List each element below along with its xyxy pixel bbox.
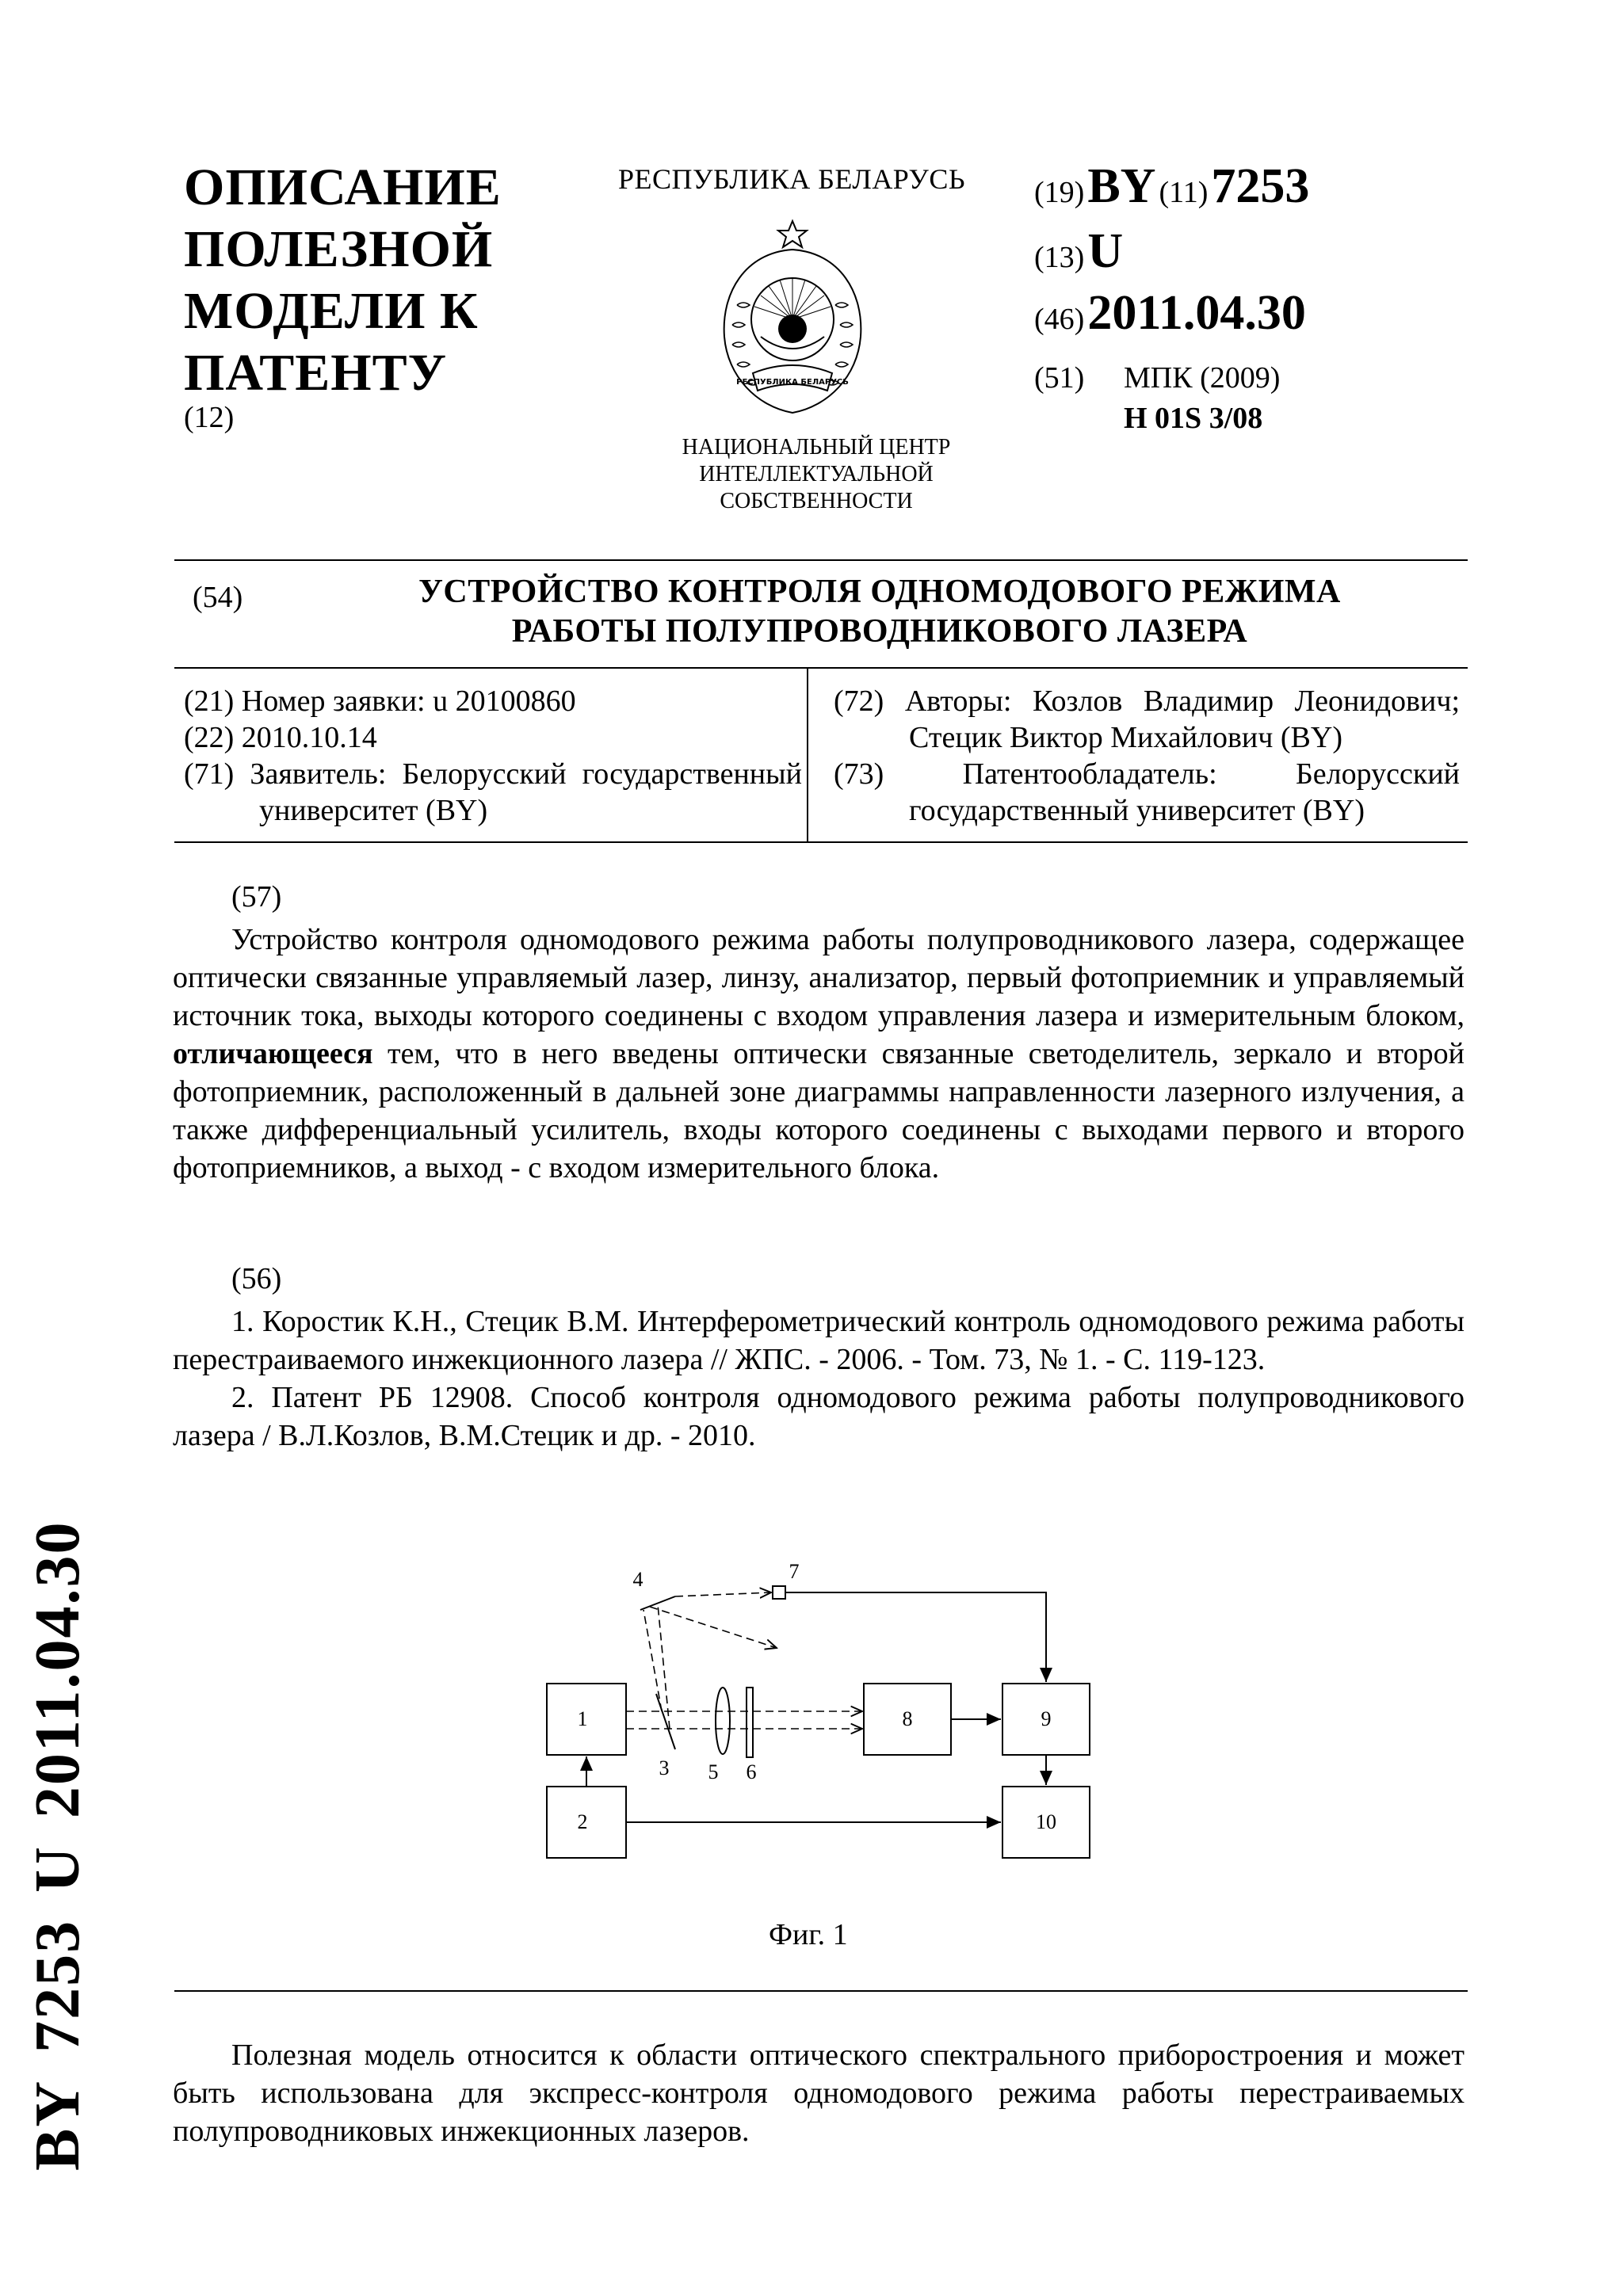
label-2: 2 xyxy=(577,1810,588,1833)
bib-date xyxy=(1034,285,1306,341)
lens xyxy=(716,1688,730,1754)
claims-text xyxy=(173,921,1465,1187)
authors: (72) Авторы: Козлов Владимир Леонидович; Стецик Виктор Михайлович (BY) xyxy=(834,685,1460,754)
label-3: 3 xyxy=(659,1756,670,1779)
doc-title-line: МОДЕЛИ К xyxy=(184,282,479,340)
label-9: 9 xyxy=(1041,1707,1052,1730)
side-stamp xyxy=(22,1299,101,2171)
photodetector-2 xyxy=(773,1586,785,1599)
divider xyxy=(174,1990,1468,1992)
republic-label: РЕСПУБЛИКА БЕЛАРУСЬ xyxy=(618,163,966,195)
side-country: BY xyxy=(23,2079,93,2171)
ipc-label: МПК (2009) xyxy=(1124,361,1281,395)
label-10: 10 xyxy=(1036,1810,1056,1833)
kind-code: U xyxy=(1087,224,1124,278)
publication-date: 2011.04.30 xyxy=(1087,286,1306,340)
applicant: (71) Заявитель: Белорусский государственный университет (BY) xyxy=(184,757,802,827)
claim-paragraph: Устройство контроля одномодового режима работы полупроводникового лазера, содержащее оптически связанные управляемый лазер, линзу, анализатор, первый фотоприемник и управляемый источник тока, выходы которого соединены с входом управления лазера и измерительным блоком, отличающееся тем, что в него введены оптически связанные светоделитель, зеркало и второй фотоприемник, расположенный в дальней зоне диаграммы направленности лазерного излучения, а также дифференциальный усилитель, входы которого соединены с выходами первого и второго фотоприемников, а выход - с входом измерительного блока. xyxy=(173,923,1465,1184)
patent-number: 7253 xyxy=(1211,159,1310,213)
bib-kind xyxy=(1034,223,1123,280)
emblem-ribbon-text: РЕСПУБЛИКА БЕЛАРУСЬ xyxy=(736,378,849,387)
patent-owner: (73) Патентообладатель: Белорусский государственный университет (BY) xyxy=(834,757,1460,827)
filing-date: (22) 2010.10.14 xyxy=(184,721,377,754)
side-kind: U xyxy=(23,1845,93,1893)
beamsplitter xyxy=(656,1694,675,1749)
doc-title-line: ПАТЕНТУ xyxy=(184,344,448,402)
description-text xyxy=(173,2036,1465,2150)
claim-characterizing-word: отличающееся xyxy=(173,1037,373,1070)
arrow-7-to-9 xyxy=(785,1592,1046,1682)
reference-item: 1. Коростик К.Н., Стецик В.М. Интерферометрический контроль одномодового режима работы перестраиваемого инжекционного лазера // ЖПС. - 2006. - Том. 73, № 1. - С. 119-123. xyxy=(173,1305,1465,1376)
analyzer xyxy=(747,1688,753,1757)
label-7: 7 xyxy=(789,1560,800,1583)
doc-title-line: ОПИСАНИЕ xyxy=(184,158,502,216)
divider xyxy=(174,841,1468,843)
column-divider xyxy=(807,667,808,843)
invention-title-line: РАБОТЫ ПОЛУПРОВОДНИКОВОГО ЛАЗЕРА xyxy=(511,613,1248,650)
divider xyxy=(174,667,1468,669)
bib-country-number xyxy=(1034,158,1309,215)
ipc-class: H 01S 3/08 xyxy=(1124,402,1263,435)
side-date: 2011.04.30 xyxy=(23,1520,93,1819)
inid-code-57: (57) xyxy=(231,880,282,913)
reference-item: 2. Патент РБ 12908. Способ контроля одномодового режима работы полупроводникового лазера / В.Л.Козлов, В.М.Стецик и др. - 2010. xyxy=(173,1381,1465,1452)
invention-title-line: УСТРОЙСТВО КОНТРОЛЯ ОДНОМОДОВОГО РЕЖИМА xyxy=(418,574,1341,610)
figure-caption: Фиг. 1 xyxy=(769,1918,848,1951)
inid-code-54: (54) xyxy=(193,581,243,614)
doc-title-line: ПОЛЕЗНОЙ xyxy=(184,220,494,278)
invention-title xyxy=(333,572,1426,651)
inid-code-51: (51) xyxy=(1034,361,1085,395)
biblio-right-column xyxy=(834,683,1460,829)
inid-code-11: (11) xyxy=(1159,176,1209,209)
description-paragraph: Полезная модель относится к области оптического спектрального приборостроения и может быть использована для экспресс-контроля одномодового режима работы перестраиваемых полупроводниковых инжекционных лазеров. xyxy=(173,2039,1465,2148)
label-6: 6 xyxy=(746,1760,757,1783)
national-center-label: НАЦИОНАЛЬНЫЙ ЦЕНТР ИНТЕЛЛЕКТУАЛЬНОЙ СОБСТВЕННОСТИ xyxy=(682,435,951,513)
label-5: 5 xyxy=(708,1760,719,1783)
label-8: 8 xyxy=(902,1707,913,1730)
biblio-left-column xyxy=(184,683,802,829)
references-list xyxy=(173,1302,1465,1455)
country-code: BY xyxy=(1087,159,1156,213)
inid-code-12: (12) xyxy=(184,401,235,434)
inid-code-56: (56) xyxy=(231,1262,282,1295)
block-diagram xyxy=(539,1553,1109,1878)
inid-code-19: (19) xyxy=(1034,176,1085,209)
divider xyxy=(174,559,1468,561)
label-4: 4 xyxy=(632,1568,643,1591)
label-1: 1 xyxy=(577,1707,588,1730)
state-emblem-icon xyxy=(713,218,872,428)
application-number: (21) Номер заявки: u 20100860 xyxy=(184,685,576,718)
document-type-title xyxy=(184,157,596,404)
side-number: 7253 xyxy=(23,1919,93,2053)
inid-code-46: (46) xyxy=(1034,303,1085,336)
inid-code-13: (13) xyxy=(1034,241,1085,274)
